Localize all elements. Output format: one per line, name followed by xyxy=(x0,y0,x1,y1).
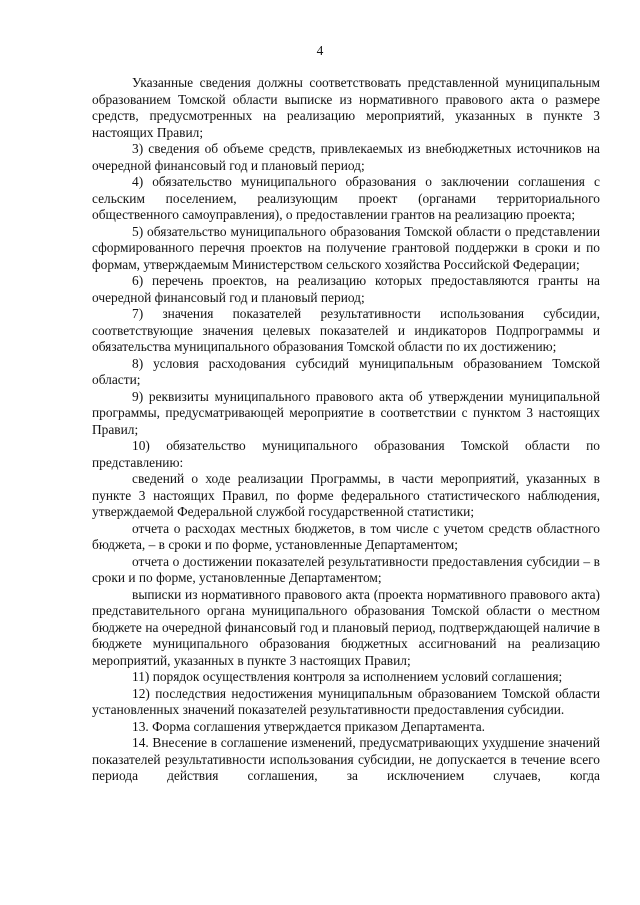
paragraph: отчета о расходах местных бюджетов, в том числе с учетом средств областного бюджета, – в сроки и по форме, установленные Департаментом; xyxy=(92,520,600,552)
paragraph: 7) значения показателей результативности использования субсидии, соответствующие значения целевых показателей и индикаторов Подпрограммы и обязательства муниципального образования Томской области по их достижению; xyxy=(92,306,600,354)
paragraph: 14. Внесение в соглашение изменений, предусматривающих ухудшение значений показателей результативности использования субсидии, не допускается в течение всего периода действия соглашения, за исключением случаев, когда xyxy=(92,735,600,783)
document-body xyxy=(92,75,600,785)
page-number: 4 xyxy=(316,43,324,58)
paragraph: 8) условия расходования субсидий муниципальным образованием Томской области; xyxy=(92,355,600,387)
paragraph: 3) сведения об объеме средств, привлекаемых из внебюджетных источников на очередной финансовый год и плановый период; xyxy=(92,141,600,173)
paragraph: 6) перечень проектов, на реализацию которых предоставляются гранты на очередной финансовый год и плановый период; xyxy=(92,273,600,305)
paragraph: 5) обязательство муниципального образования Томской области о представлении сформированного перечня проектов на получение грантовой поддержки в сроки и по формам, утверждаемым Министерством сельского хозяйства Российской Федерации; xyxy=(92,223,600,272)
paragraph: 11) порядок осуществления контроля за исполнением условий соглашения; xyxy=(132,669,563,684)
paragraph: 9) реквизиты муниципального правового акта об утверждении муниципальной программы, предусматривающей мероприятие в соответствии с пунктом 3 настоящих Правил; xyxy=(92,388,600,437)
paragraph: 10) обязательство муниципального образования Томской области по представлению: xyxy=(92,438,600,470)
paragraph: 4) обязательство муниципального образования о заключении соглашения с сельским поселением, реализующим проект (органами территориального общественного самоуправления), о предоставлении грантов на реализацию проекта; xyxy=(92,174,600,222)
paragraph: 13. Форма соглашения утверждается приказом Департамента. xyxy=(132,718,486,734)
paragraph: отчета о достижении показателей результативности предоставления субсидии – в сроки и по форме, установленные Департаментом; xyxy=(92,553,600,585)
paragraph: выписки из нормативного правового акта (проекта нормативного правового акта) представительного органа муниципального образования Томской области о местном бюджете на очередной финансовый год и плановый период, подтверждающей наличие в бюджете муниципального образования бюджетных ассигнований на реализацию мероприятий, указанных в пункте 3 настоящих Правил; xyxy=(92,586,600,668)
paragraph: 12) последствия недостижения муниципальным образованием Томской области установленных значений показателей результативности предоставления субсидии. xyxy=(92,685,600,717)
paragraph: сведений о ходе реализации Программы, в части мероприятий, указанных в пункте 3 настоящих Правил, по форме федерального статистического наблюдения, утверждаемой Федеральной службой государственной статистики; xyxy=(92,471,600,519)
paragraph: Указанные сведения должны соответствовать представленной муниципальным образованием Томской области выписке из нормативного правового акта о размере средств, предусмотренных на реализацию мероприятий, указанных в пункте 3 настоящих Правил; xyxy=(92,75,600,140)
